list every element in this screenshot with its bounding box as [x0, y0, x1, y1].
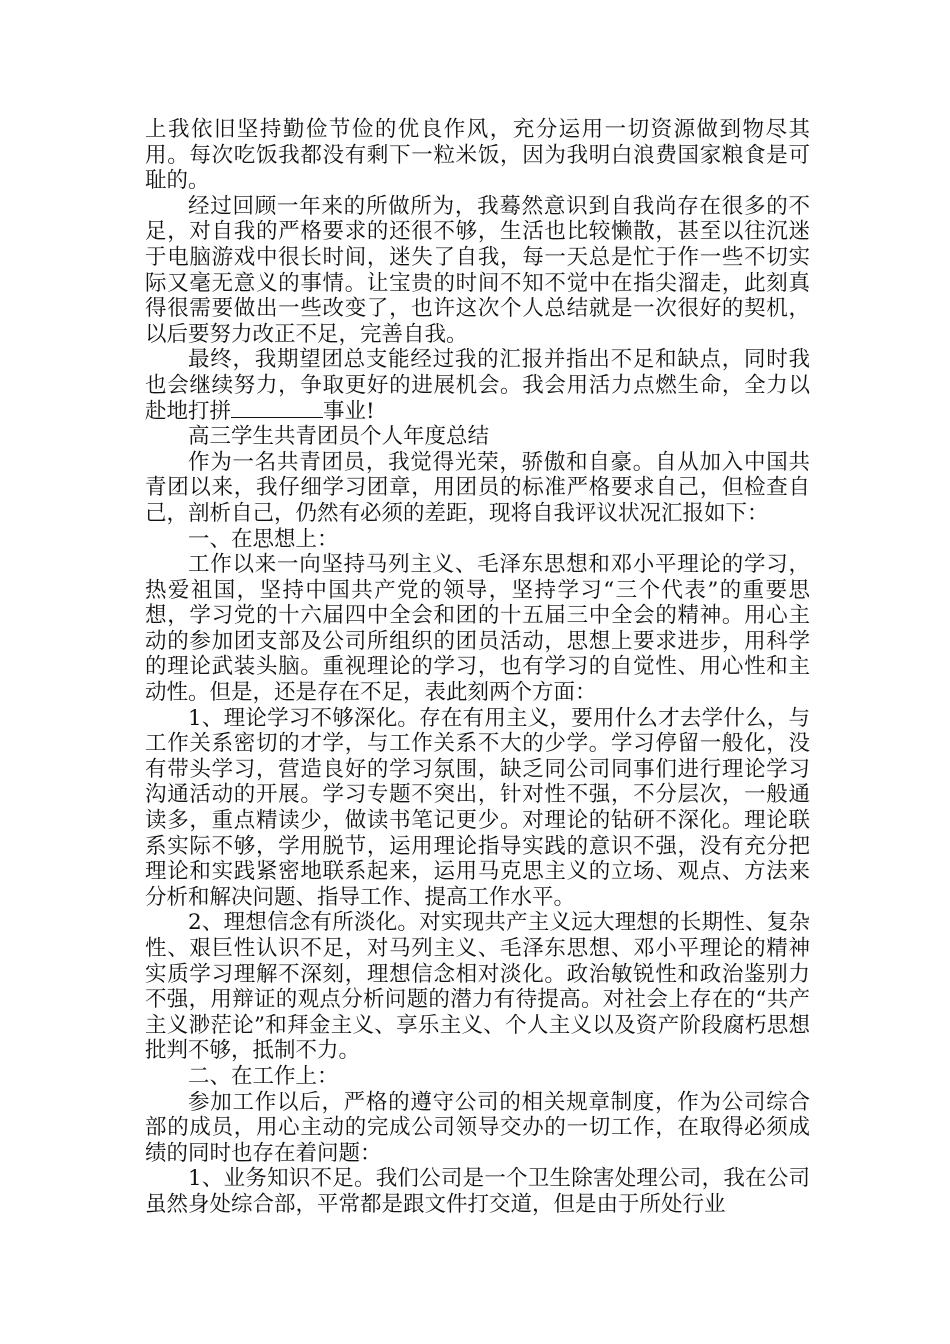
closing-text: 最终，我期望团总支能经过我的汇报并指出不足和缺点，同时我也会继续努力，争取更好的进展机会。我会用活力点燃生命，全力以赴地打拼 — [145, 347, 810, 424]
paragraph-self-reflection: 经过回顾一年来的所做所为，我蓦然意识到自我尚存在很多的不足，对自我的严格要求的还很不够，生活也比较懒散，甚至以往沉迷于电脑游戏中很长时间，迷失了自我，每一天总是忙于作一些不切实际又毫无意义的事情。让宝贵的时间不知不觉中在指尖溜走，此刻真得很需要做出一些改变了，也许这次个人总结就是一次很好的契机，以后要努力改正不足，完善自我。 — [145, 193, 810, 347]
paragraph-continuation: 上我依旧坚持勤俭节俭的优良作风，充分运用一切资源做到物尽其用。每次吃饭我都没有剩下一粒米饭，因为我明白浪费国家粮食是可耻的。 — [145, 117, 810, 194]
paragraph-closing — [145, 347, 810, 424]
paragraph-intro: 作为一名共青团员，我觉得光荣，骄傲和自豪。自从加入中国共青团以来，我仔细学习团章，用团员的标准严格要求自己，但检查自己，剖析自己，仍然有必须的差距，现将自我评议状况汇报如下： — [145, 449, 810, 526]
paragraph-thought: 工作以来一向坚持马列主义、毛泽东思想和邓小平理论的学习，热爱祖国，坚持中国共产党的领导，坚持学习“三个代表”的重要思想，学习党的十六届四中全会和团的十五届三中全会的精神。用心主动的参加团支部及公司所组织的团员活动，思想上要求进步，用科学的理论武装头脑。重视理论的学习，也有学习的自觉性、用心性和主动性。但是，还是存在不足，表此刻两个方面： — [145, 552, 810, 706]
paragraph-ideals: 2、理想信念有所淡化。对实现共产主义远大理想的长期性、复杂性、艰巨性认识不足，对马列主义、毛泽东思想、邓小平理论的精神实质学习理解不深刻，理想信念相对淡化。政治敏锐性和政治鉴别力不强，用辩证的观点分析问题的潜力有待提高。对社会上存在的“共产主义渺茫论”和拜金主义、享乐主义、个人主义以及资产阶段腐朽思想批判不够，抵制不力。 — [145, 910, 810, 1064]
paragraph-business-knowledge: 1、业务知识不足。我们公司是一个卫生除害处理公司，我在公司虽然身处综合部，平常都是跟文件打交道，但是由于所处行业 — [145, 1166, 810, 1217]
closing-text-end: 事业! — [323, 398, 375, 424]
paragraph-theory-study: 1、理论学习不够深化。存在有用主义，要用什么才去学什么，与工作关系密切的才学，与工作关系不大的少学。学习停留一般化，没有带头学习，营造良好的学习氛围，缺乏同公司同事们进行理论学习沟通活动的开展。学习专题不突出，针对性不强，不分层次，一般通读多，重点精读少，做读书笔记更少。对理论的钻研不深化。理论联系实际不够，学用脱节，运用理论指导实践的意识不强，没有充分把理论和实践紧密地联系起来，运用马克思主义的立场、观点、方法来分析和解决问题、指导工作、提高工作水平。 — [145, 705, 810, 910]
fill-in-blank — [231, 399, 323, 418]
paragraph-work: 参加工作以后，严格的遵守公司的相关规章制度，作为公司综合部的成员，用心主动的完成公司领导交办的一切工作，在取得必须成绩的同时也存在着问题： — [145, 1089, 810, 1166]
document-body — [145, 117, 810, 1218]
section-heading-work: 二、在工作上： — [188, 1063, 339, 1089]
section-heading-thought: 一、在思想上： — [188, 526, 339, 552]
document-title: 高三学生共青团员个人年度总结 — [188, 424, 490, 450]
